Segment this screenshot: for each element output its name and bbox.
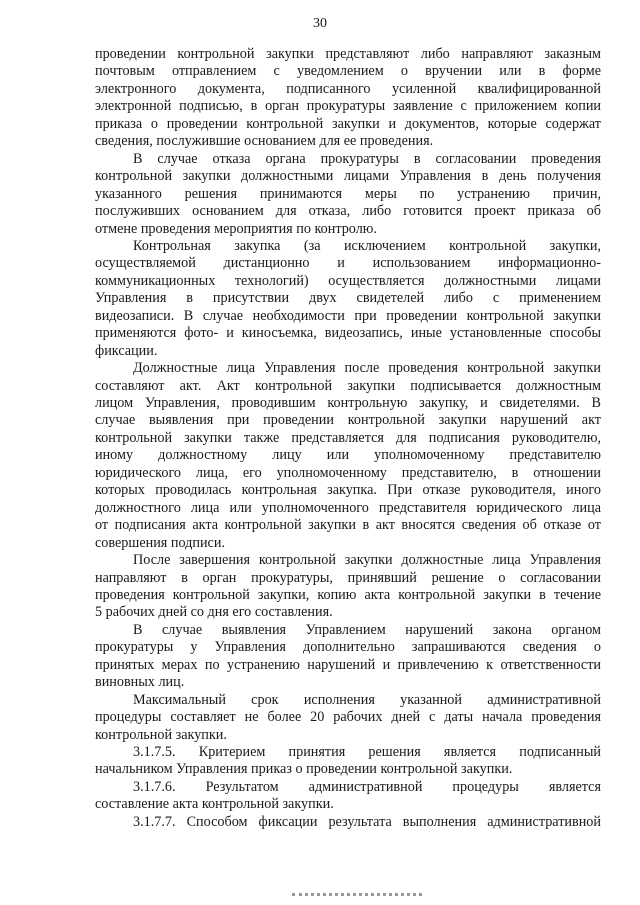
document-body: [95, 0, 601, 905]
text-line: послуживших основанием для отказа, либо готовится проект приказа об: [95, 203, 601, 220]
text-line: лицом Управления, проводившим контрольную закупку, и свидетелями. В: [95, 395, 601, 411]
text-line: приказа о проведении контрольной закупки и документов, которые содержат: [95, 115, 601, 132]
text-line: принятых мерах по устранению нарушений и привлечению к ответственности: [95, 656, 601, 673]
text-line: коммуникационных технологий) осуществляется должностными лицами: [95, 272, 601, 289]
text-line: видеозаписи. В случае необходимости при проведении контрольной закупки: [95, 307, 601, 324]
text-line: составляют акт. Акт контрольной закупки подписывается должностным: [95, 377, 601, 394]
text-line: 3.1.7.7. Способом фиксации результата выполнения административной: [133, 813, 601, 830]
text-line: процедуры составляет не более 20 рабочих дней с даты начала проведения: [95, 709, 601, 726]
text-line: применяются фото- и киносъемка, видеозапись, иные установленные способы: [95, 325, 601, 342]
text-line: юридического лица, его уполномоченному представителю, в отношении: [95, 464, 601, 481]
text-line: отмене проведения мероприятия по контролю.: [95, 220, 377, 237]
text-line: 3.1.7.6. Результатом административной процедуры является: [133, 778, 601, 795]
text-line: начальником Управления приказ о проведении контрольной закупки.: [95, 761, 513, 778]
text-line: контрольной закупки должностными лицами Управления в день получения: [95, 168, 601, 185]
text-line: 5 рабочих дней со дня его составления.: [95, 604, 333, 621]
text-line: контрольной закупки.: [95, 726, 227, 743]
text-line: которых проводилась контрольная закупка. При отказе руководителя, иного: [95, 482, 601, 499]
text-line: После завершения контрольной закупки должностные лица Управления: [133, 552, 601, 569]
text-line: Контрольная закупка (за исключением контрольной закупки,: [133, 237, 601, 254]
text-line: Должностные лица Управления после проведения контрольной закупки: [133, 360, 601, 377]
text-line: осуществляемой дистанционно и использованием информационно-: [95, 255, 601, 272]
text-line: иному должностному лицу или уполномоченному представителю: [95, 447, 601, 464]
text-line: фиксации.: [95, 342, 158, 359]
text-line: указанного решения принимаются меры по устранению причин,: [95, 185, 601, 202]
text-line: В случае отказа органа прокуратуры в согласовании проведения: [133, 150, 601, 167]
text-line: случае выявления при проведении контрольной закупки нарушений акт: [95, 412, 601, 429]
text-line: электронного документа, подписанного усиленной квалифицированной: [95, 80, 601, 97]
text-line: 3.1.7.5. Критерием принятия решения является подписанный: [133, 744, 601, 760]
scan-artifact: [292, 893, 422, 900]
text-line: почтовым отправлением с уведомлением о вручении или в форме: [95, 63, 601, 80]
text-line: Управления в присутствии двух свидетелей либо с применением: [95, 290, 601, 307]
text-line: Максимальный срок исполнения указанной административной: [133, 691, 601, 708]
text-line: проведения контрольной закупки, копию акта контрольной закупки в течение: [95, 586, 601, 603]
text-line: от подписания акта контрольной закупки в акт вносятся сведения об отказе от: [95, 517, 601, 534]
text-line: составление акта контрольной закупки.: [95, 796, 334, 813]
text-line: виновных лиц.: [95, 674, 185, 691]
text-line: прокуратуры у Управления дополнительно запрашиваются сведения о: [95, 639, 601, 656]
text-line: направляют в орган прокуратуры, принявший решение о согласовании: [95, 569, 601, 586]
text-line: В случае выявления Управлением нарушений закона органом: [133, 621, 601, 638]
page-number: 30: [313, 16, 327, 31]
text-line: совершения подписи.: [95, 534, 225, 551]
text-line: проведении контрольной закупки представляют либо направляют заказным: [95, 46, 601, 62]
text-line: контрольной закупки также представляется для подписания руководителю,: [95, 429, 601, 446]
text-line: должностного лица или уполномоченного представителя юридического лица: [95, 499, 601, 516]
text-line: сведения, послужившие основанием для ее проведения.: [95, 133, 434, 150]
text-line: электронной подписью, в орган прокуратуры заявление с приложением копии: [95, 98, 601, 115]
